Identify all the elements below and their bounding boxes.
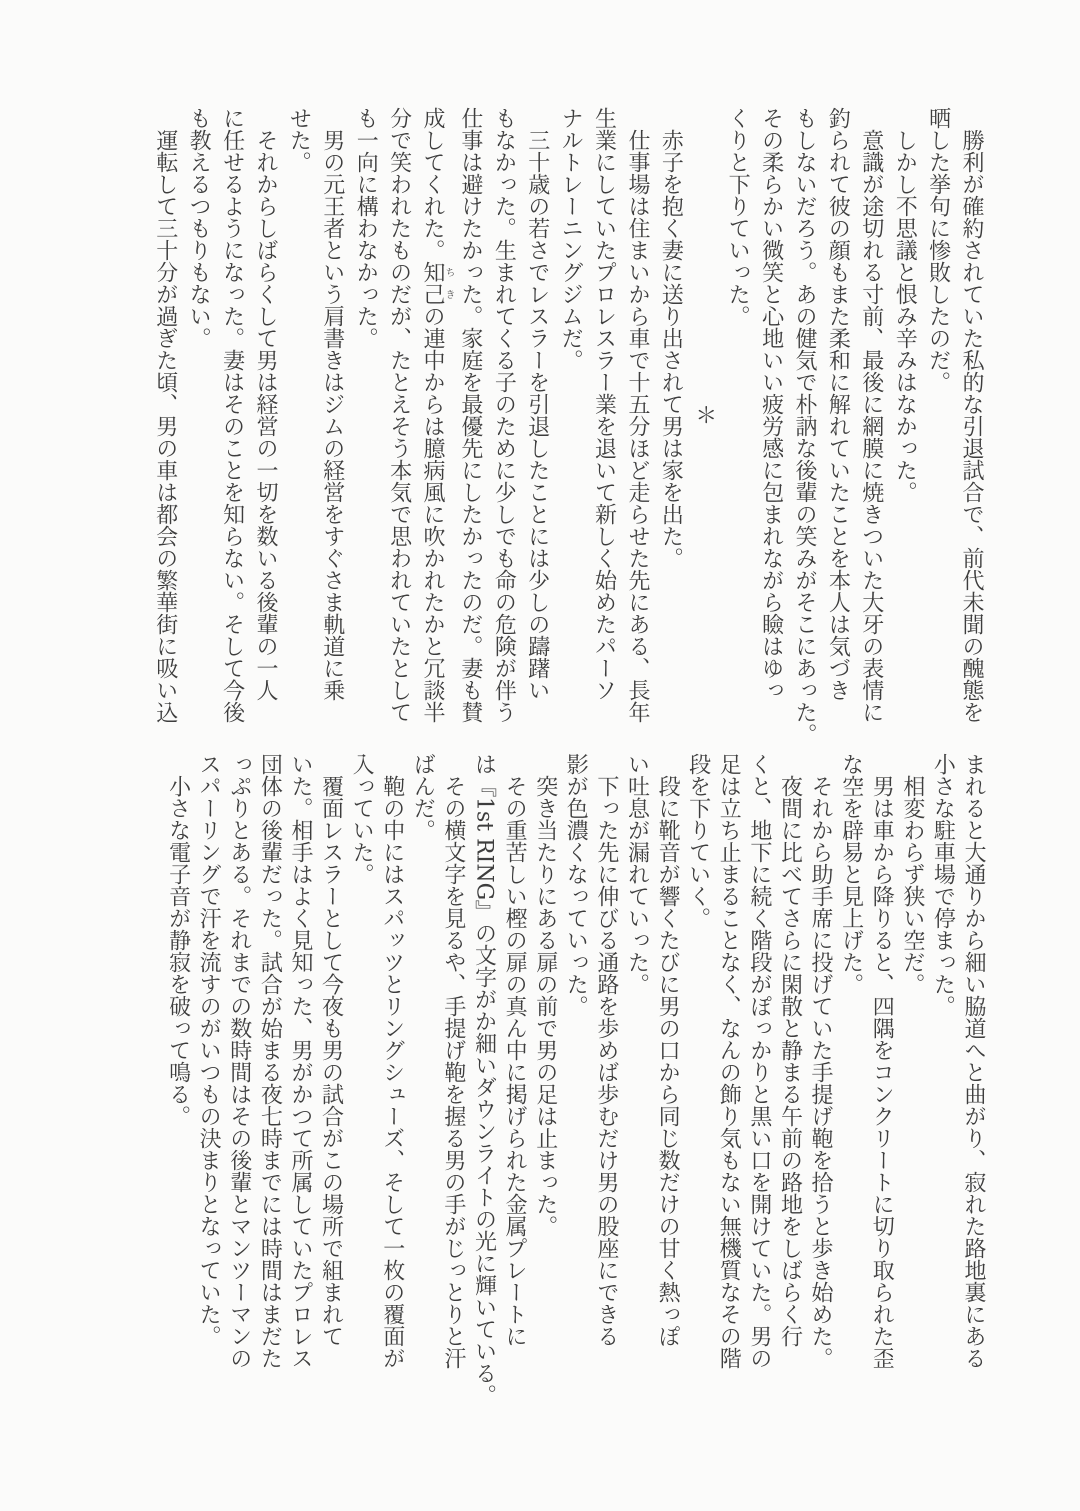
text-column: 突き当たりにある扉の前で男の足は止まった。	[532, 775, 558, 1237]
text-column: その横文字を見るや、手提げ鞄を握る男の手がじっとりと汗	[440, 775, 466, 1369]
text-column: ナルトレーニングジムだ。	[558, 107, 584, 371]
text-column: 男は車から降りると、四隅をコンクリートに切り取られた歪	[869, 775, 895, 1369]
text-column: 生業にしていたプロレスラー業を退いて新しく始めたパーソ	[591, 107, 617, 701]
text-column: な空を辟易と見上げた。	[838, 753, 864, 995]
text-column: 勝利が確約されていた私的な引退試合で、前代未聞の醜態を	[959, 129, 984, 723]
text-column: その柔らかい微笑と心地いい疲労感に包まれながら瞼はゆっ	[758, 107, 784, 701]
text-column: 分で笑われたものだが、たとえそう本気で思われていたとして	[386, 107, 412, 723]
text-column: くと、地下に続く階段がぽっかりと黒い口を開けていた。男の	[746, 753, 772, 1369]
text-column: 相変わらず狭い空だ。	[899, 775, 925, 995]
text-column: い吐息が漏れていった。	[624, 753, 650, 995]
text-column: スパーリングで汗を流すのがいつもの決まりとなっていた。	[196, 753, 222, 1347]
text-column: 影が色濃くなっていった。	[563, 753, 589, 1017]
text-column: もなかった。生まれてくる子のために少しでも命の危険が伴う	[491, 107, 517, 723]
text-column: せた。	[286, 107, 312, 173]
text-column: 成してくれた。知己ちきの連中からは臆病風に吹かれたかと冗談半	[420, 107, 454, 723]
text-band-bottom	[162, 753, 988, 1407]
text-column: も教えるつもりもない。	[186, 107, 212, 349]
text-column: 三十歳の若さでレスラーを引退したことには少しの躊躇い	[524, 129, 550, 701]
text-column: まれると大通りから細い脇道へと曲がり、寂れた路地裏にある	[961, 753, 986, 1369]
text-column: 入っていた。	[349, 753, 375, 885]
text-column: いた。相手はよく見知った、男がかつて所属していたプロレス	[287, 753, 313, 1369]
text-band-top	[148, 107, 988, 745]
text-column: 運転して三十分が過ぎた頃、男の車は都会の繁華街に吸い込	[152, 129, 178, 723]
text-column: も一向に構わなかった。	[353, 107, 379, 349]
text-column: 小さな電子音が静寂を破って鳴る。	[165, 775, 191, 1127]
text-column: それからしばらくして男は経営の一切を数いる後輩の一人	[252, 129, 278, 701]
text-column: 段を下りていく。	[685, 753, 711, 929]
text-column: 釣られて彼の顔もまた柔和に解れていたことを本人は気づき	[825, 107, 851, 701]
text-column: に任せるようになった。妻はそのことを知らない。そして今後	[219, 107, 245, 723]
text-column: しかし不思議と恨み辛みはなかった。	[892, 129, 918, 503]
text-column: は『1st RING』の文字がか細いダウンライトの光に輝いている。	[471, 753, 497, 1407]
section-separator: ＊	[691, 404, 717, 426]
text-column: 赤子を抱く妻に送り出されて男は家を出た。	[658, 129, 684, 569]
text-column: 覆面レスラーとして今夜も男の試合がこの場所で組まれて	[318, 775, 344, 1347]
text-column: その重苦しい樫の扉の真ん中に掲げられた金属プレートに	[502, 775, 528, 1347]
text-column: 小さな駐車場で停まった。	[930, 753, 956, 1017]
text-column: それから助手席に投げていた手提げ鞄を拾うと歩き始めた。	[808, 775, 834, 1369]
text-column: 段に靴音が響くたびに男の口から同じ数だけの甘く熱っぽ	[655, 775, 681, 1347]
text-column: 下った先に伸びる通路を歩めば歩むだけ男の股座にできる	[593, 775, 619, 1347]
text-column: もしないだろう。あの健気で朴訥な後輩の笑みがそこにあった。	[791, 107, 817, 745]
text-column: っぷりとある。それまでの数時間はその後輩とマンツーマンの	[226, 753, 252, 1369]
text-column: 仕事場は住まいから車で十五分ほど走らせた先にある、長年	[624, 129, 650, 723]
text-column: くりと下りていった。	[725, 107, 751, 327]
text-column: 夜間に比べてさらに閑散と静まる午前の路地をしばらく行	[777, 775, 803, 1347]
text-column: 団体の後輩だった。試合が始まる夜七時までには時間はまだた	[257, 753, 283, 1369]
text-column: 意識が途切れる寸前、最後に網膜に焼きついた大牙の表情に	[858, 129, 884, 723]
text-column: 仕事は避けたかった。家庭を最優先にしたかったのだ。妻も賛	[457, 107, 483, 723]
text-column: 男の元王者という肩書きはジムの経営をすぐさま軌道に乗	[319, 129, 345, 701]
text-column: 足は立ち止まることなく、なんの飾り気もない無機質なその階	[716, 753, 742, 1369]
text-column: 晒した挙句に惨敗したのだ。	[925, 107, 951, 393]
text-column: ばんだ。	[410, 753, 436, 841]
text-column: 鞄の中にはスパッツとリングシューズ、そして一枚の覆面が	[379, 775, 405, 1369]
